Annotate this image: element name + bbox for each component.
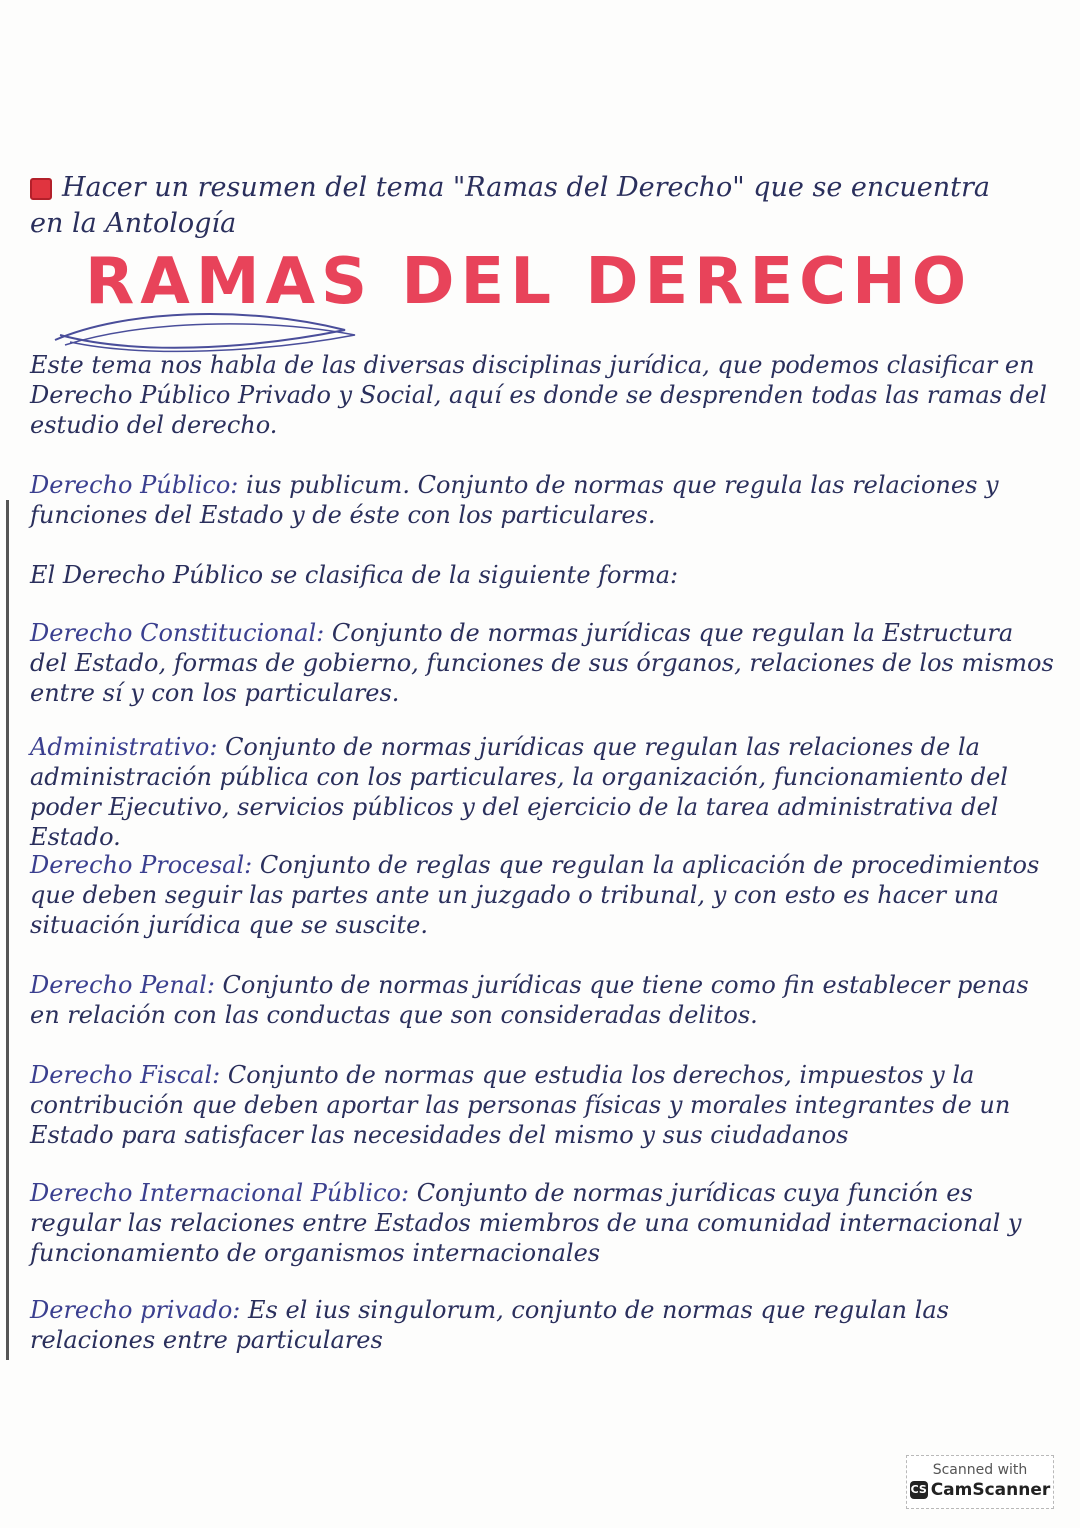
section-derecho-procesal [30,850,1055,940]
section-term: Derecho Internacional Público: [30,1179,410,1207]
watermark-brand [907,1480,1053,1500]
page-title: RAMAS DEL DERECHO [85,245,973,319]
section-term: Derecho Procesal: [30,851,253,879]
section-text: Conjunto de reglas que regulan la aplicación de procedimientos que deben seguir las partes ante un juzgado o tribunal, y con esto es hacer una situación jurídica que se suscite. [30,851,1040,939]
section-term: Derecho Público: [30,471,239,499]
watermark-caption: Scanned with [932,1462,1028,1478]
camscanner-logo-icon: CS [910,1481,928,1499]
section-clasificacion [30,560,1055,590]
red-square-bullet-icon [30,178,52,200]
section-derecho-fiscal [30,1060,1055,1150]
section-text: Es el ius singulorum, conjunto de normas que regulan las relaciones entre particulares [30,1296,949,1354]
section-text: Conjunto de normas jurídicas cuya función es regular las relaciones entre Estados miembros de una comunidad internacional y funcionamiento de organismos internacionales [30,1179,1022,1267]
section-term: Derecho Constitucional: [30,619,325,647]
section-derecho-internacional-publico [30,1178,1055,1268]
section-administrativo [30,732,1055,852]
intro-paragraph: Este tema nos habla de las diversas disciplinas jurídica, que podemos clasificar en Derecho Público Privado y Social, aquí es donde se desprenden todas las ramas del estudio del derecho. [30,351,1047,439]
section-derecho-privado [30,1295,1055,1355]
section-term: Derecho Penal: [30,971,215,999]
section-text: ius publicum. Conjunto de normas que regula las relaciones y funciones del Estado y de éste con los particulares. [30,471,999,529]
margin-line [6,500,9,1360]
section-term: Derecho Fiscal: [30,1061,221,1089]
section-text: Conjunto de normas jurídicas que regulan la Estructura del Estado, formas de gobierno, funciones de sus órganos, relaciones de los mismos entre sí y con los particulares. [30,619,1054,707]
section-derecho-penal [30,970,1055,1030]
camscanner-watermark [906,1455,1054,1509]
task-text: Hacer un resumen del tema "Ramas del Derecho" que se encuentra en la Antología [30,172,990,239]
task-instruction [30,170,1030,242]
section-term: Derecho privado: [30,1296,241,1324]
section-text: El Derecho Público se clasifica de la siguiente forma: [30,561,679,589]
watermark-brand-name: CamScanner [930,1480,1051,1500]
section-term: Administrativo: [30,733,218,761]
section-text: Conjunto de normas jurídicas que regulan las relaciones de la administración pública con los particulares, la organización, funcionamiento del poder Ejecutivo, servicios públicos y del ejercicio de la tarea administrativa del Estado. [30,733,1008,851]
section-derecho-constitucional [30,618,1055,708]
section-derecho-publico [30,470,1055,530]
section-text: Conjunto de normas que estudia los derechos, impuestos y la contribución que deben aportar las personas físicas y morales integrantes de un Estado para satisfacer las necesidades del mismo y sus ciudadanos [30,1061,1011,1149]
section-text: Conjunto de normas jurídicas que tiene como fin establecer penas en relación con las conductas que son consideradas delitos. [30,971,1029,1029]
